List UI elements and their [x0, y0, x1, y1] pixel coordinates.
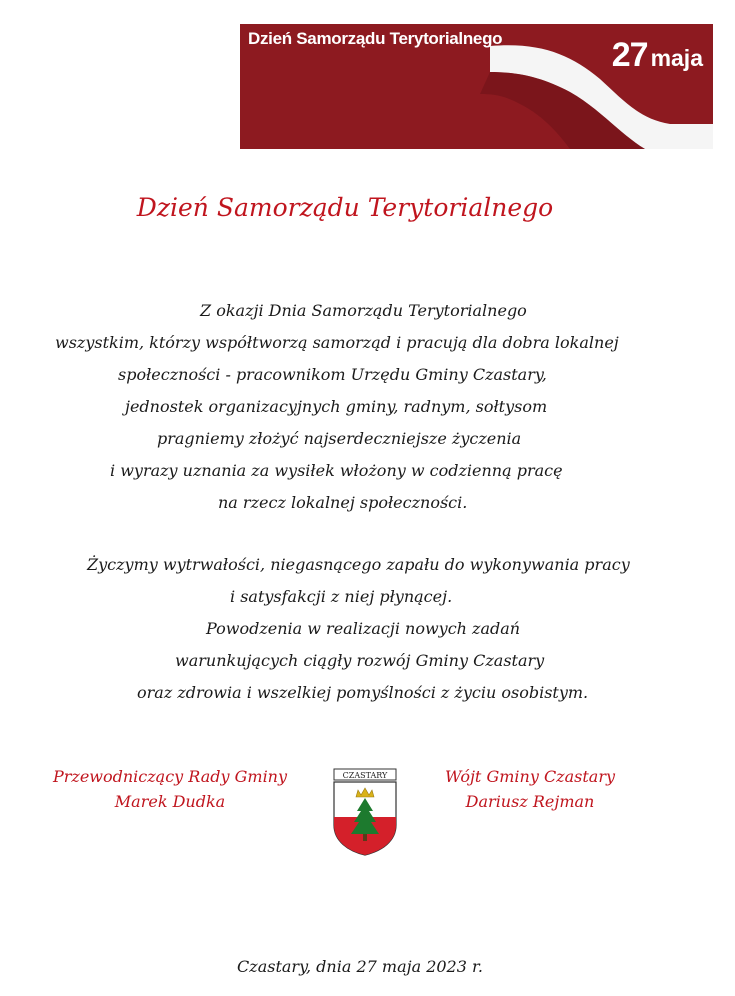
paragraph-line: Z okazji Dnia Samorządu Terytorialnego [200, 301, 527, 320]
header-banner [240, 24, 713, 149]
paragraph-line: Życzymy wytrwałości, niegasnącego zapału do wykonywania pracy [87, 555, 630, 574]
banner-title: Dzień Samorządu Terytorialnego [248, 29, 503, 48]
banner-date [612, 36, 703, 75]
paragraph-line: wszystkim, którzy współtworzą samorząd i pracują dla dobra lokalnej [55, 333, 619, 352]
paragraph-line: warunkujących ciągły rozwój Gminy Czastary [175, 651, 545, 670]
paragraph-line: na rzecz lokalnej społeczności. [218, 493, 468, 512]
banner-day: 27 [611, 36, 648, 74]
banner-month: maja [650, 45, 703, 71]
signature-mayor [410, 764, 650, 814]
mayor-name: Dariusz Rejman [465, 792, 595, 811]
page-title: Dzień Samorządu Terytorialnego [136, 193, 554, 222]
chairman-role: Przewodniczący Rady Gminy [52, 767, 288, 786]
paragraph-line: jednostek organizacyjnych gminy, radnym, sołtysom [125, 397, 548, 416]
coat-of-arms-icon [330, 767, 400, 857]
signature-chairman [40, 764, 300, 814]
paragraph-line: pragniemy złożyć najserdeczniejsze życzenia [157, 429, 522, 448]
paragraph-line: i wyrazy uznania za wysiłek włożony w codzienną pracę [110, 461, 563, 480]
date-line: Czastary, dnia 27 maja 2023 r. [237, 957, 483, 976]
paragraph-line: oraz zdrowia i wszelkiej pomyślności z życiu osobistym. [137, 683, 589, 702]
paragraph-line: Powodzenia w realizacji nowych zadań [206, 619, 521, 638]
svg-text:CZASTARY: CZASTARY [342, 771, 388, 780]
chairman-name: Marek Dudka [114, 792, 226, 811]
mayor-role: Wójt Gminy Czastary [444, 767, 616, 786]
paragraph-line: społeczności - pracownikom Urzędu Gminy Czastary, [118, 365, 547, 384]
paragraph-line: i satysfakcji z niej płynącej. [230, 587, 453, 606]
